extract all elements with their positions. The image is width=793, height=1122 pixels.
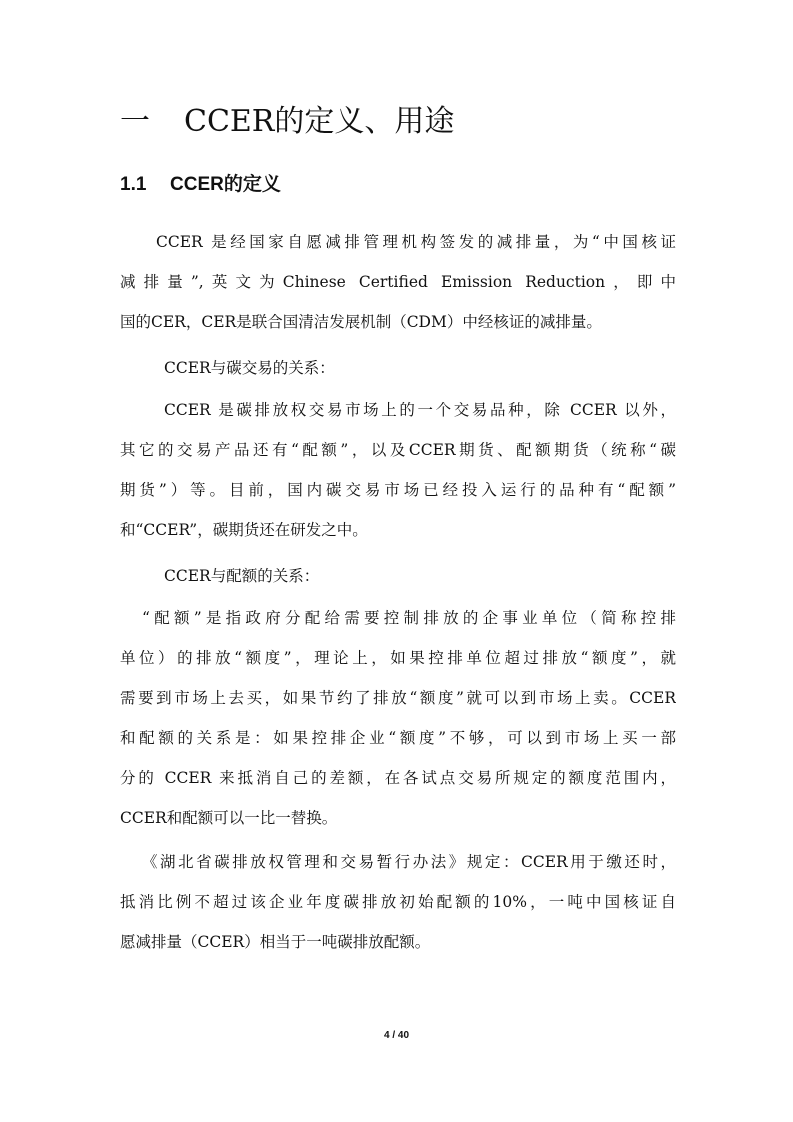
section-number: 1.1 bbox=[120, 174, 147, 195]
paragraph-line: “配额”是指政府分配给需要控制排放的企事业单位（简称控排 bbox=[142, 609, 676, 627]
paragraph-line: 《湖北省碳排放权管理和交易暂行办法》规定：CCER用于缴还时， bbox=[142, 853, 676, 871]
paragraph-line: 国的CER，CER是联合国清洁发展机制（CDM）中经核证的减排量。 bbox=[120, 313, 602, 331]
paragraph-line: 分的 CCER 来抵消自己的差额，在各试点交易所规定的额度范围内， bbox=[120, 769, 676, 787]
section-keyword: CCER bbox=[170, 174, 224, 195]
paragraph-line: 需要到市场上去买，如果节约了排放“额度”就可以到市场上卖。CCER bbox=[120, 689, 676, 707]
paragraph-line: 单位）的排放“额度”，理论上，如果控排单位超过排放“额度”，就 bbox=[120, 649, 676, 667]
paragraph-line: CCER与碳交易的关系： bbox=[164, 359, 335, 377]
paragraph-line: 抵消比例不超过该企业年度碳排放初始配额的10%，一吨中国核证自 bbox=[120, 893, 676, 911]
paragraph-line: CCER和配额可以一比一替换。 bbox=[120, 809, 338, 827]
paragraph-line: 和配额的关系是：如果控排企业“额度”不够，可以到市场上买一部 bbox=[120, 729, 676, 747]
paragraph-line: 减排量”,英文为Chinese Certified Emission Reduction，即中 bbox=[120, 273, 676, 291]
chapter-heading bbox=[120, 100, 680, 144]
paragraph-line: 期货”）等。目前，国内碳交易市场已经投入运行的品种有“配额” bbox=[120, 481, 676, 499]
section-heading bbox=[120, 166, 680, 203]
section-title: 的定义 bbox=[223, 173, 281, 195]
paragraph-line: CCER 是经国家自愿减排管理机构签发的减排量，为“中国核证 bbox=[156, 233, 676, 251]
chapter-title: CCER的定义、用途 bbox=[184, 104, 455, 139]
page-number: 4 / 40 bbox=[383, 1030, 410, 1041]
paragraph-line: 愿减排量（CCER）相当于一吨碳排放配额。 bbox=[120, 933, 431, 951]
paragraph-line: CCER 是碳排放权交易市场上的一个交易品种，除 CCER 以外， bbox=[164, 401, 676, 419]
paragraph-line: 和“CCER”，碳期货还在研发之中。 bbox=[120, 521, 368, 539]
paragraph-line: 其它的交易产品还有“配额”，以及CCER期货、配额期货（统称“碳 bbox=[120, 441, 676, 459]
paragraph-line: CCER与配额的关系： bbox=[164, 567, 320, 585]
chapter-number: 一 bbox=[120, 104, 150, 139]
